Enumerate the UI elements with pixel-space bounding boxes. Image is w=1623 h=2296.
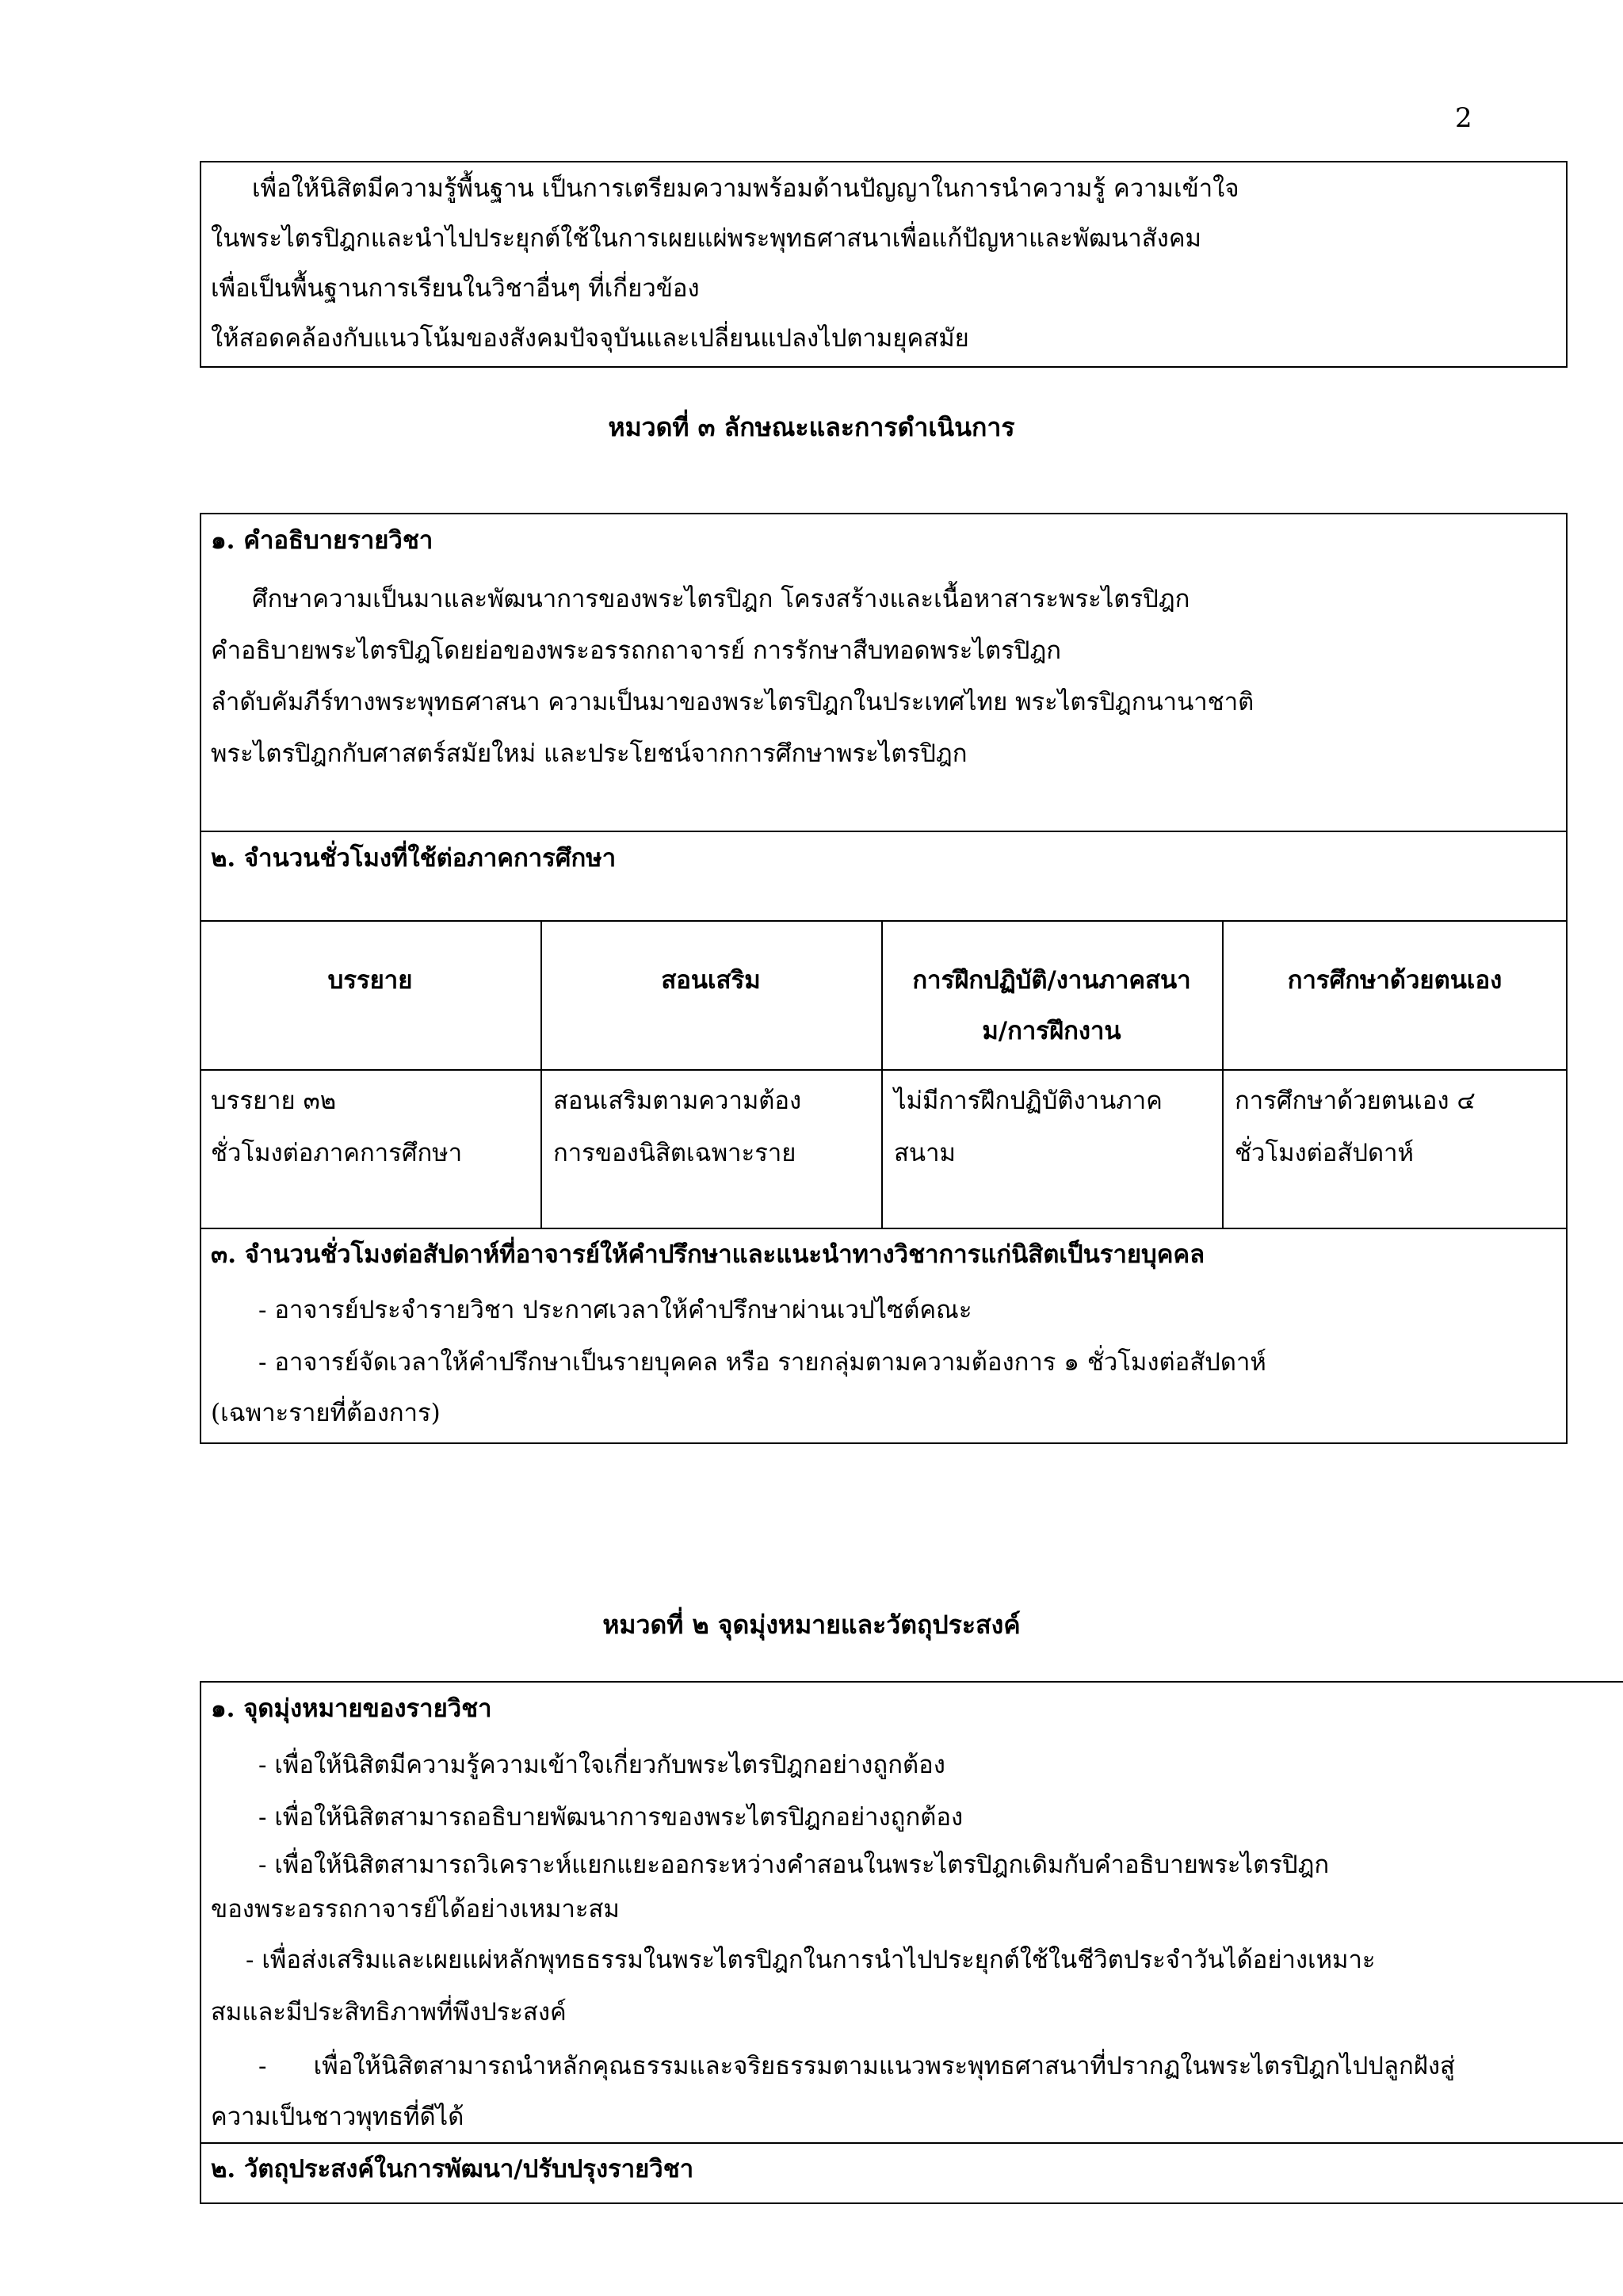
- course-description-heading: ๑. คำอธิบายรายวิชา: [211, 526, 433, 555]
- page-number: 2: [1455, 102, 1472, 134]
- aim-line-6: สมและมีประสิทธิภาพที่พึงประสงค์: [211, 1998, 567, 2027]
- lecture-value-line-2: ชั่วโมงต่อภาคการศึกษา: [211, 1139, 463, 1167]
- aim-line-1: - เพื่อให้นิสิตมีความรู้ความเข้าใจเกี่ยวกับพระไตรปิฎกอย่างถูกต้อง: [258, 1751, 945, 1779]
- consultation-line-2: - อาจารย์จัดเวลาให้คำปรึกษาเป็นรายบุคคล หรือ รายกลุ่มตามความต้องการ ๑ ชั่วโมงต่อสัปดาห์: [258, 1348, 1266, 1377]
- self-study-value-line-2: ชั่วโมงต่อสัปดาห์: [1235, 1139, 1414, 1167]
- practice-value-line-1: ไม่มีการฝึกปฏิบัติงานภาค: [894, 1087, 1163, 1115]
- column-divider: [1222, 920, 1224, 1228]
- consultation-heading: ๓. จำนวนชั่วโมงต่อสัปดาห์ที่อาจารย์ให้คำปรึกษาและแนะนำทางวิชาการแก่นิสิตเป็นรายบุคคล: [211, 1240, 1205, 1269]
- lecture-value-line-1: บรรยาย ๓๒: [211, 1087, 337, 1115]
- divider: [200, 831, 1568, 832]
- objectives-heading: ๒. วัตถุประสงค์ในการพัฒนา/ปรับปรุงรายวิชา: [211, 2155, 694, 2183]
- aim-line-8: ความเป็นชาวพุทธที่ดีได้: [211, 2103, 464, 2131]
- hours-heading: ๒. จำนวนชั่วโมงที่ใช้ต่อภาคการศึกษา: [211, 844, 617, 873]
- aim-line-4: ของพระอรรถกาจารย์ได้อย่างเหมาะสม: [211, 1895, 620, 1924]
- divider: [200, 1228, 1568, 1229]
- consultation-line-1: - อาจารย์ประจำรายวิชา ประกาศเวลาให้คำปรึกษาผ่านเวปไซต์คณะ: [258, 1296, 972, 1324]
- divider: [200, 920, 1568, 922]
- aim-line-5: - เพื่อส่งเสริมและเผยแผ่หลักพุทธธรรมในพระไตรปิฎกในการนำไปประยุกต์ใช้ในชีวิตประจำวันได้อย่างเหมาะ: [246, 1946, 1376, 1974]
- aim-line-3: - เพื่อให้นิสิตสามารถวิเคราะห์แยกแยะออกระหว่างคำสอนในพระไตรปิฎกเดิมกับคำอธิบายพระไตรปิฎก: [258, 1851, 1330, 1879]
- tutoring-value-line-2: การของนิสิตเฉพาะราย: [553, 1139, 796, 1167]
- intro-line-2: ในพระไตรปิฎกและนำไปประยุกต์ใช้ในการเผยแผ่พระพุทธศาสนาเพื่อแก้ปัญหาและพัฒนาสังคม: [211, 224, 1201, 253]
- course-description-line-4: พระไตรปิฎกกับศาสตร์สมัยใหม่ และประโยชน์จากการศึกษาพระไตรปิฎก: [211, 739, 968, 768]
- aims-heading: ๑. จุดมุ่งหมายของรายวิชา: [211, 1694, 492, 1723]
- header-tutoring: สอนเสริม: [661, 966, 761, 995]
- consultation-line-3: (เฉพาะรายที่ต้องการ): [211, 1399, 441, 1427]
- aim-line-2: - เพื่อให้นิสิตสามารถอธิบายพัฒนาการของพระไตรปิฎกอย่างถูกต้อง: [258, 1803, 964, 1832]
- section3-title: หมวดที่ ๓ ลักษณะและการดำเนินการ: [608, 412, 1015, 442]
- column-divider: [540, 920, 542, 1228]
- intro-line-3: เพื่อเป็นพื้นฐานการเรียนในวิชาอื่นๆ ที่เกี่ยวข้อง: [211, 274, 700, 303]
- tutoring-value-line-1: สอนเสริมตามความต้อง: [553, 1087, 802, 1115]
- course-description-line-3: ลำดับคัมภีร์ทางพระพุทธศาสนา ความเป็นมาของพระไตรปิฎกในประเทศไทย พระไตรปิฎกนานาชาติ: [211, 688, 1254, 716]
- divider: [200, 2142, 1623, 2144]
- intro-line-4: ให้สอดคล้องกับแนวโน้มของสังคมปัจจุบันและเปลี่ยนแปลงไปตามยุคสมัย: [211, 324, 969, 353]
- header-practice-line-1: การฝึกปฏิบัติ/งานภาคสนา: [912, 966, 1191, 995]
- header-practice-line-2: ม/การฝึกงาน: [982, 1017, 1121, 1045]
- header-lecture: บรรยาย: [327, 966, 413, 995]
- intro-line-1: เพื่อให้นิสิตมีความรู้พื้นฐาน เป็นการเตรียมความพร้อมด้านปัญญาในการนำความรู้ ความเข้าใจ: [252, 174, 1239, 203]
- column-divider: [881, 920, 883, 1228]
- divider: [200, 1069, 1568, 1071]
- section2-title: หมวดที่ ๒ จุดมุ่งหมายและวัตถุประสงค์: [602, 1610, 1021, 1640]
- self-study-value-line-1: การศึกษาด้วยตนเอง ๔: [1235, 1087, 1476, 1115]
- aim-line-7: - เพื่อให้นิสิตสามารถนำหลักคุณธรรมและจริยธรรมตามแนวพระพุทธศาสนาที่ปรากฏในพระไตรปิฎกไปปลูกฝังสู่: [258, 2052, 1455, 2080]
- course-description-line-1: ศึกษาความเป็นมาและพัฒนาการของพระไตรปิฎก โครงสร้างและเนื้อหาสาระพระไตรปิฎก: [252, 585, 1190, 613]
- course-description-line-2: คำอธิบายพระไตรปิฎโดยย่อของพระอรรถกถาจารย์ การรักษาสืบทอดพระไตรปิฎก: [211, 636, 1062, 665]
- header-self-study: การศึกษาด้วยตนเอง: [1287, 966, 1503, 995]
- practice-value-line-2: สนาม: [894, 1139, 956, 1167]
